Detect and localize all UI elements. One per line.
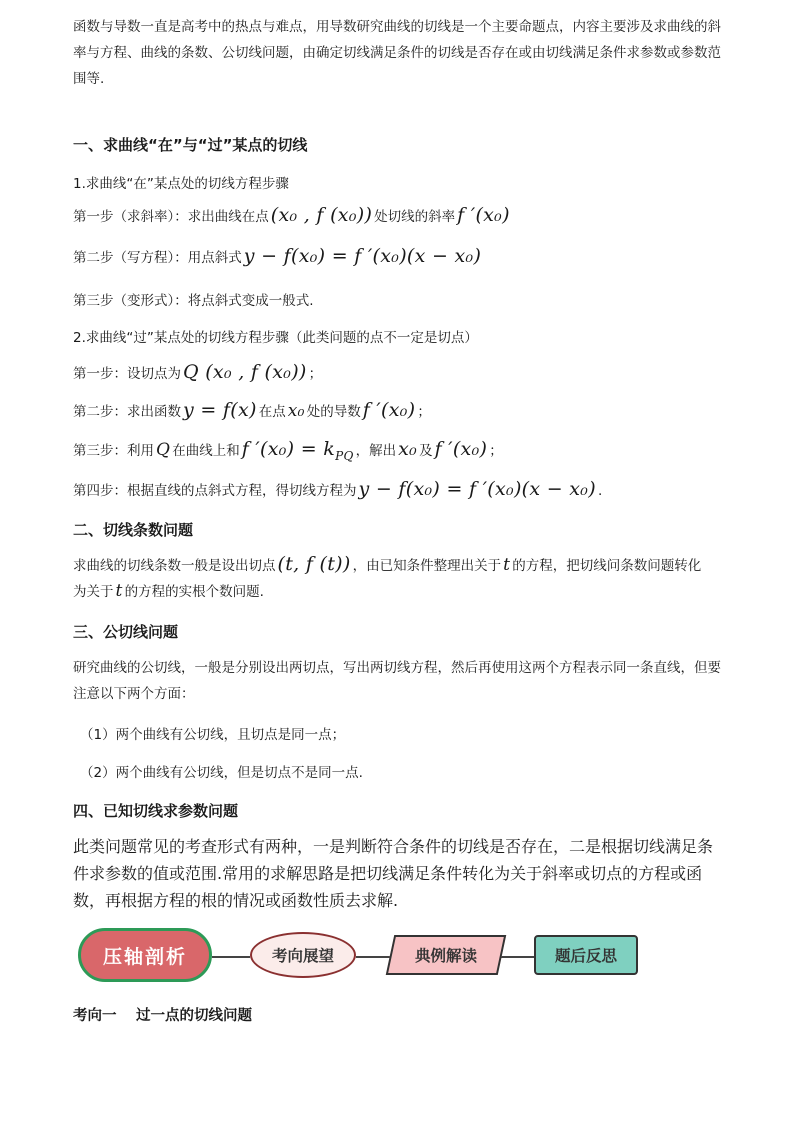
section2-formula-t: t: [503, 555, 511, 575]
s2-line: [73, 399, 431, 421]
s1-formula: Q (x₀ , f (x₀)): [183, 361, 307, 383]
s4-prefix: 第四步：根据直线的点斜式方程，得切线方程为: [73, 483, 357, 499]
section3-heading: 三、公切线问题: [73, 623, 179, 641]
s2-prefix: 第二步：求出函数: [73, 404, 181, 420]
section4-paragraph: 此类问题常见的考查形式有两种，一是判断符合条件的切线是否存在，二是根据切线满足条件求参数的值或范围.常用的求解思路是把切线满足条件转化为关于斜率或切点的方程或函数，再根据方程的根的情况或函数性质去求解.: [73, 837, 714, 910]
s3-formula-slope-main: f ′(x₀) = k: [241, 438, 336, 460]
s3-formula-x0: x₀: [398, 438, 418, 460]
section3-item1: [80, 723, 345, 743]
s1-prefix: 第一步：设切点为: [73, 366, 181, 382]
s2-formula-derivative: f ′(x₀): [362, 399, 416, 421]
section2-text-e: 的方程的实根个数问题.: [124, 584, 264, 600]
step1-mid: 处切线的斜率: [374, 209, 456, 225]
sub1-text: [73, 172, 289, 192]
flow-node-examples: 典例解读: [414, 947, 477, 965]
sub2-label: 2.求曲线“过”某点处的切线方程步骤（此类问题的点不一定是切点）: [73, 330, 478, 346]
sub1-label: 1.求曲线“在”某点处的切线方程步骤: [73, 176, 289, 192]
flow-connector-3: [500, 956, 536, 958]
s2-mid1: 在点: [258, 404, 286, 420]
flow-node-reflection: 题后反思: [534, 935, 638, 975]
s3-formula-slope-sub: PQ: [335, 448, 354, 463]
footer-heading: 考向一 过一点的切线问题: [73, 1008, 253, 1024]
section2-text-d: 为关于: [73, 584, 114, 600]
s3-mid2: ，解出: [355, 443, 397, 459]
step2-prefix: 第二步（写方程）：用点斜式: [73, 250, 242, 266]
section2-formula-point: (t, f (t)): [277, 553, 351, 575]
step2-line: [73, 245, 483, 267]
s3-formula-q: Q: [156, 440, 171, 460]
step1-formula-point: (x₀ , f (x₀)): [270, 204, 373, 226]
section2-line2: [73, 580, 264, 601]
step3-line: [73, 289, 314, 309]
section4-heading: 四、已知切线求参数问题: [73, 802, 239, 820]
section3-item2-text: （2）两个曲线有公切线，但是切点不是同一点.: [80, 765, 363, 781]
sub2-line: [73, 326, 478, 346]
section1-heading: 一、求曲线“在”与“过”某点的切线: [73, 136, 308, 154]
step1-line: [73, 204, 512, 226]
step2-formula: y − f(x₀) = f ′(x₀)(x − x₀): [243, 245, 482, 267]
section2-heading: 二、切线条数问题: [73, 521, 194, 539]
section3-paragraph: 研究曲线的公切线，一般是分别设出两切点，写出两切线方程，然后再使用这两个方程表示同一条直线，但要注意以下两个方面：: [73, 660, 721, 702]
s3-line: [73, 438, 503, 463]
s4-suffix: .: [597, 483, 603, 499]
step3-text: 第三步（变形式）：将点斜式变成一般式.: [73, 293, 314, 309]
section3-item1-text: （1）两个曲线有公切线，且切点是同一点；: [80, 727, 346, 743]
s1-suffix: ；: [308, 366, 323, 382]
section2-text-c: 的方程，把切线问条数问题转化: [512, 558, 702, 574]
s3-formula-derivative: f ′(x₀): [434, 438, 488, 460]
flow-connector-1: [212, 956, 250, 958]
section2-text-a: 求曲线的切线条数一般是设出切点: [73, 558, 276, 574]
s2-suffix: ；: [417, 404, 431, 420]
s3-formula-slope: [240, 438, 356, 463]
flow-node-outlook: 考向展望: [250, 932, 356, 978]
s2-formula-x0: x₀: [287, 401, 305, 421]
flow-node-analysis: 压轴剖析: [78, 928, 212, 982]
s1-line: [73, 361, 322, 383]
s2-mid2: 处的导数: [306, 404, 361, 420]
s3-mid1: 在曲线上和: [172, 443, 240, 459]
step1-formula-slope: f ′(x₀): [457, 204, 510, 226]
section2-text-b: ，由已知条件整理出关于: [352, 558, 502, 574]
section2-formula-t2: t: [115, 581, 123, 601]
navigation-flow-banner: [78, 926, 648, 990]
section3-item2: [80, 761, 363, 781]
s4-line: [73, 478, 602, 500]
flow-connector-2: [356, 956, 392, 958]
s3-suffix: ；: [489, 443, 503, 459]
intro-paragraph: 函数与导数一直是高考中的热点与难点，用导数研究曲线的切线是一个主要命题点，内容主要涉及求曲线的斜率与方程、曲线的条数、公切线问题，由确定切线满足条件的切线是否存在或由切线满足条件求参数或参数范围等.: [73, 19, 721, 87]
s2-formula-function: y = f(x): [183, 399, 257, 421]
s4-formula: y − f(x₀) = f ′(x₀)(x − x₀): [358, 478, 596, 500]
s3-prefix: 第三步：利用: [73, 443, 154, 459]
step1-prefix: 第一步（求斜率）：求出曲线在点: [73, 209, 269, 225]
s3-mid3: 及: [419, 443, 433, 459]
section2-line1: [73, 553, 701, 575]
